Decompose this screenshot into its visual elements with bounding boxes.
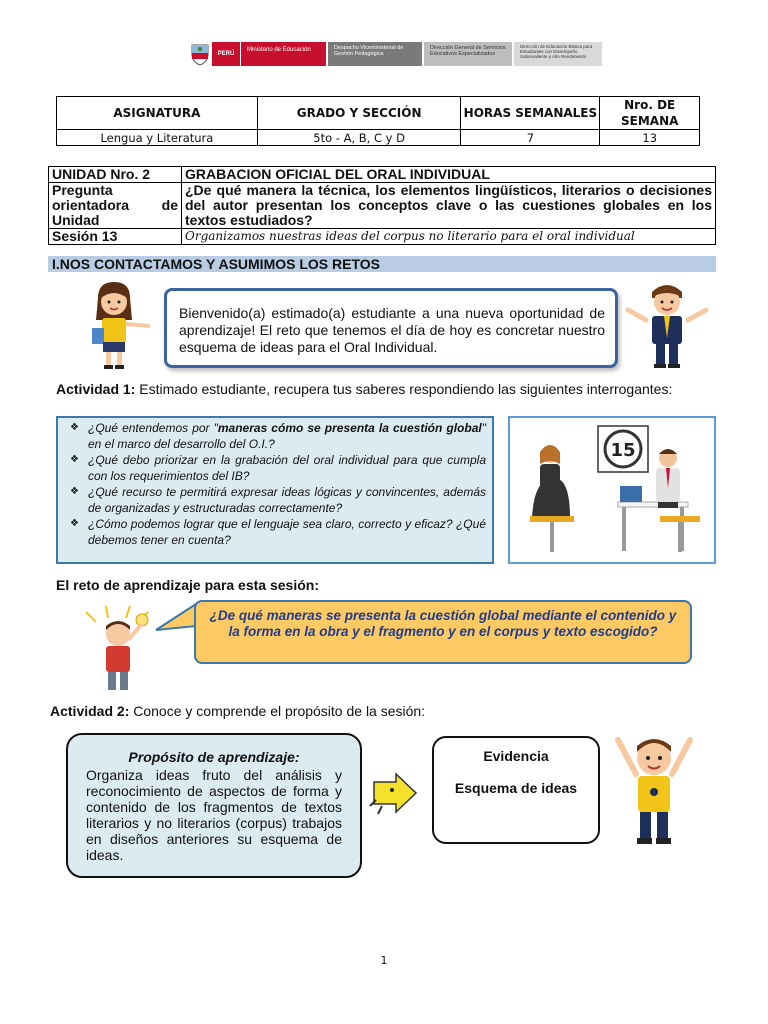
question-1-emphasis: maneras cómo se presenta la cuestión global	[217, 421, 482, 435]
evidence-text: Esquema de ideas	[454, 780, 578, 796]
welcome-bubble	[164, 288, 618, 368]
question-item	[70, 452, 486, 484]
challenge-box	[194, 600, 692, 664]
student-boy-illustration	[624, 280, 710, 370]
unit-value: GRABACION OFICIAL DEL ORAL INDIVIDUAL	[182, 167, 716, 183]
diamond-bullet-icon: ❖	[70, 518, 79, 529]
ministry-label: Ministerio de Educación	[240, 42, 326, 66]
evidence-box	[432, 736, 600, 844]
section-title: I.NOS CONTACTAMOS Y ASUMIMOS LOS RETOS	[48, 256, 716, 272]
questions-box	[56, 416, 494, 564]
header-hours: HORAS SEMANALES	[461, 97, 600, 130]
header-subject: ASIGNATURA	[57, 97, 258, 130]
challenge-title: El reto de aprendizaje para esta sesión:	[56, 577, 319, 593]
arrow-right-icon	[366, 770, 422, 816]
purpose-box	[66, 733, 362, 878]
value-hours: 7	[461, 130, 600, 146]
question-1-part-c: " en el marco del desarrollo del O.I.?	[88, 421, 486, 451]
course-info-table	[56, 96, 700, 146]
question-3: ¿Qué recurso te permitirá expresar ideas lógicas y convincentes, además de organizadas y estructuradas correctamente?	[88, 485, 486, 515]
diamond-bullet-icon: ❖	[70, 454, 79, 465]
activity1-label: Actividad 1:	[56, 381, 136, 397]
student-girl-illustration	[84, 280, 156, 370]
office-label-1: Despacho Viceministerial de Gestión Pedagógica	[328, 42, 422, 66]
value-subject: Lengua y Literatura	[57, 130, 258, 146]
header-week: Nro. DE SEMANA	[600, 97, 700, 130]
clock-number: 15	[610, 440, 636, 461]
page-number: 1	[380, 954, 388, 967]
welcome-text: Bienvenido(a) estimado(a) estudiante a una nueva oportunidad de aprendizaje! El reto que tenemos el día de hoy es concretar nuestro esquema de ideas para el Oral Individual.	[179, 305, 605, 355]
unit-table	[48, 166, 716, 245]
question-1-part-a: ¿Qué entendemos por "	[88, 421, 218, 435]
session-value: Organizamos nuestras ideas del corpus no literario para el oral individual	[182, 229, 716, 245]
header-grade: GRADO Y SECCIÓN	[257, 97, 461, 130]
activity1-text: Estimado estudiante, recupera tus saberes respondiendo las siguientes interrogantes:	[135, 381, 673, 397]
diamond-bullet-icon: ❖	[70, 422, 79, 433]
office-label-2: Dirección General de Servicios Educativos Especializados	[424, 42, 512, 66]
question-label: Pregunta orientadora de Unidad	[49, 183, 182, 229]
challenge-text: ¿De qué maneras se presenta la cuestión global mediante el contenido y la forma en la obra y el fragmento y en el corpus y texto escogido?	[209, 608, 677, 639]
question-item	[70, 484, 486, 516]
thinking-boy-illustration	[76, 604, 160, 694]
purpose-text: Organiza ideas fruto del análisis y reconocimiento de aspectos de forma y contenido de los fragmentos de textos literarios y no literarios (corpus) trabajos en diseños anteriores su esquema de ideas.	[86, 767, 342, 863]
peru-shield-icon	[188, 42, 212, 66]
question-4: ¿Cómo podemos lograr que el lenguaje sea claro, correcto y eficaz? ¿Qué debemos tener en cuenta?	[88, 517, 486, 547]
office-label-3: Dirección de Educación Básica para Estudiantes con Desempeño Sobresaliente y Alto Rendimiento	[514, 42, 602, 66]
activity2-heading	[50, 703, 425, 719]
unit-label: UNIDAD Nro. 2	[49, 167, 182, 183]
question-item	[70, 516, 486, 548]
interview-illustration	[510, 418, 714, 562]
session-label: Sesión 13	[49, 229, 182, 245]
question-value: ¿De qué manera la técnica, los elementos lingüísticos, literarios o decisiones del autor presentan los conceptos clave o las cuestiones globales en los textos estudiados?	[182, 183, 716, 229]
activity2-text: Conoce y comprende el propósito de la sesión:	[129, 703, 426, 719]
question-2: ¿Qué debo priorizar en la grabación del oral individual para que cumpla con los requerimientos del IB?	[88, 453, 486, 483]
activity2-label: Actividad 2:	[50, 703, 130, 719]
activity1-heading	[56, 381, 672, 397]
purpose-title: Propósito de aprendizaje:	[128, 749, 300, 765]
interview-illustration-frame	[508, 416, 716, 564]
value-grade: 5to - A, B, C y D	[257, 130, 461, 146]
peru-label: PERÚ	[212, 42, 240, 66]
question-1	[88, 420, 486, 452]
ministry-banner	[188, 42, 602, 66]
diamond-bullet-icon: ❖	[70, 486, 79, 497]
value-week: 13	[600, 130, 700, 146]
cheering-boy-illustration	[608, 730, 700, 848]
evidence-title: Evidencia	[483, 748, 549, 764]
question-item	[70, 420, 486, 452]
